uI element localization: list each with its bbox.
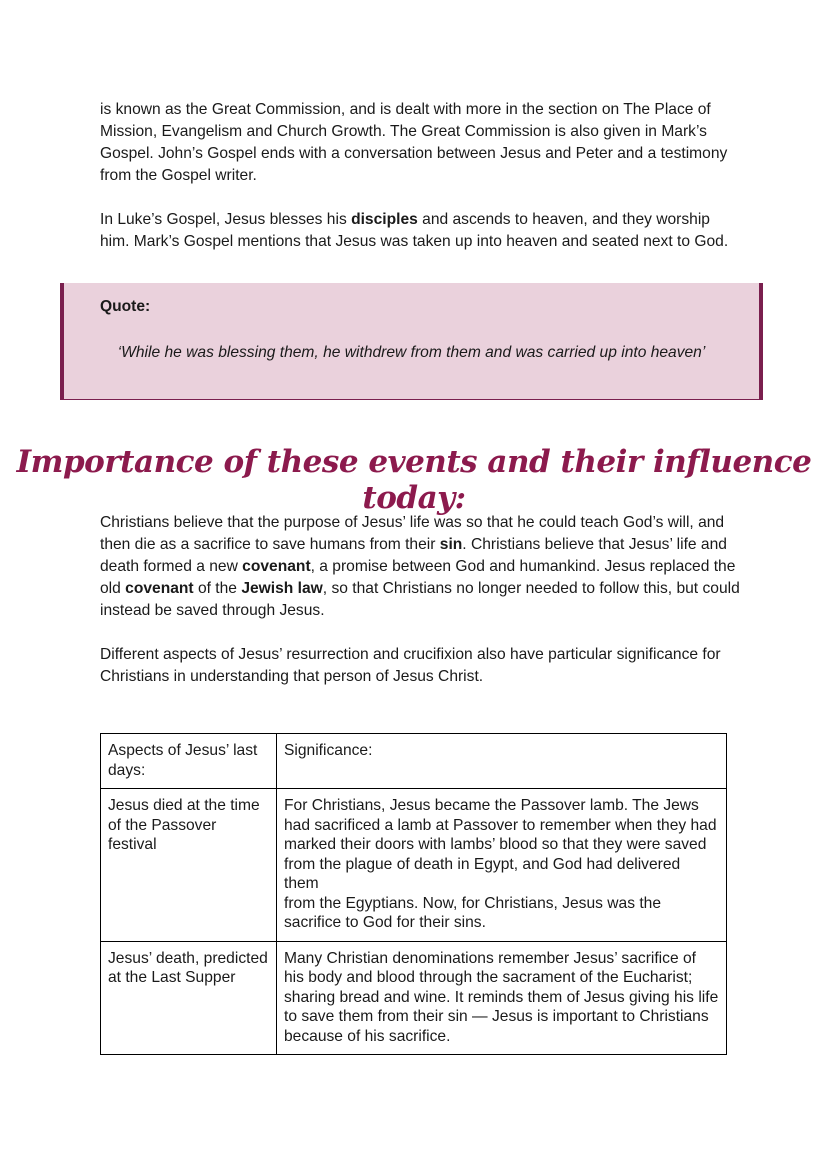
paragraph-aspects: Different aspects of Jesus’ resurrection and crucifixion also have particular significance for Christians in understanding that person of Jesus Christ.: [100, 646, 721, 685]
table-header-row: [101, 734, 727, 789]
bold-term-disciples: disciples: [351, 211, 418, 228]
significance-line: Many Christian denominations remember Jesus’ sacrifice of his body and blood through the sacrament of the Eucharist; sharing bread and wine. It reminds them of Jesus giving his life to save them from their sin — Jesus is important to Christians: [284, 949, 719, 1025]
quote-label: Quote:: [100, 298, 151, 315]
table-row: [101, 941, 727, 1055]
text-span: , a promise between God and humankind. Jesus replaced the old: [100, 558, 736, 597]
bold-term-covenant: covenant: [242, 558, 311, 575]
paragraph-purpose: [100, 512, 740, 622]
aspects-table: [100, 733, 727, 1055]
significance-line: from the Egyptians. Now, for Christians, Jesus was the sacrifice to God for their sins.: [284, 894, 662, 931]
paragraph-great-commission: is known as the Great Commission, and is dealt with more in the section on The Place of Mission, Evangelism and Church Growth. The Great Commission is also given in Mark’s Gospel. John’s Gospel ends with a conversation between Jesus and Peter and a testimony from the Gospel writer.: [100, 101, 728, 184]
text-span: and ascends to heaven, and they worship him. Mark’s Gospel mentions that Jesus was taken up into heaven and seated next to God.: [100, 211, 729, 250]
significance-cell: [277, 941, 727, 1055]
paragraph-ascension: [100, 209, 740, 253]
table-header-cell: Aspects of Jesus’ last days:: [101, 734, 277, 789]
significance-cell: [277, 789, 727, 942]
text-span: . Christians believe that Jesus’ life and death formed a new: [100, 536, 727, 575]
quote-box: [60, 283, 763, 400]
aspect-cell: Jesus died at the time of the Passover festival: [101, 789, 277, 942]
bold-term-jewish-law: Jewish law: [241, 580, 323, 597]
significance-line: For Christians, Jesus became the Passover lamb. The Jews had sacrificed a lamb at Passover to remember when they had marked their doors with lambs’ blood so that they were saved from the plague of death in Egypt, and God had delivered them: [284, 797, 717, 892]
text-span: Christians believe that the purpose of Jesus’ life was so that he could teach God’s will, and then die as a sacrifice to save humans from their: [100, 514, 725, 553]
bold-term-sin: sin: [439, 536, 463, 553]
quote-text: ‘While he was blessing them, he withdrew from them and was carried up into heaven’: [117, 344, 706, 361]
text-span: In Luke’s Gospel, Jesus blesses his: [100, 211, 352, 228]
table-header-cell: Significance:: [277, 734, 727, 789]
table-row: [101, 789, 727, 942]
section-heading: Importance of these events and their influence today:: [16, 444, 812, 516]
text-span: of the: [193, 580, 242, 597]
bold-term-covenant: covenant: [125, 580, 194, 597]
significance-line: because of his sacrifice.: [284, 1027, 451, 1045]
aspect-cell: Jesus’ death, predicted at the Last Supper: [101, 941, 277, 1055]
text-span: , so that Christians no longer needed to follow this, but could instead be saved through Jesus.: [100, 580, 740, 619]
